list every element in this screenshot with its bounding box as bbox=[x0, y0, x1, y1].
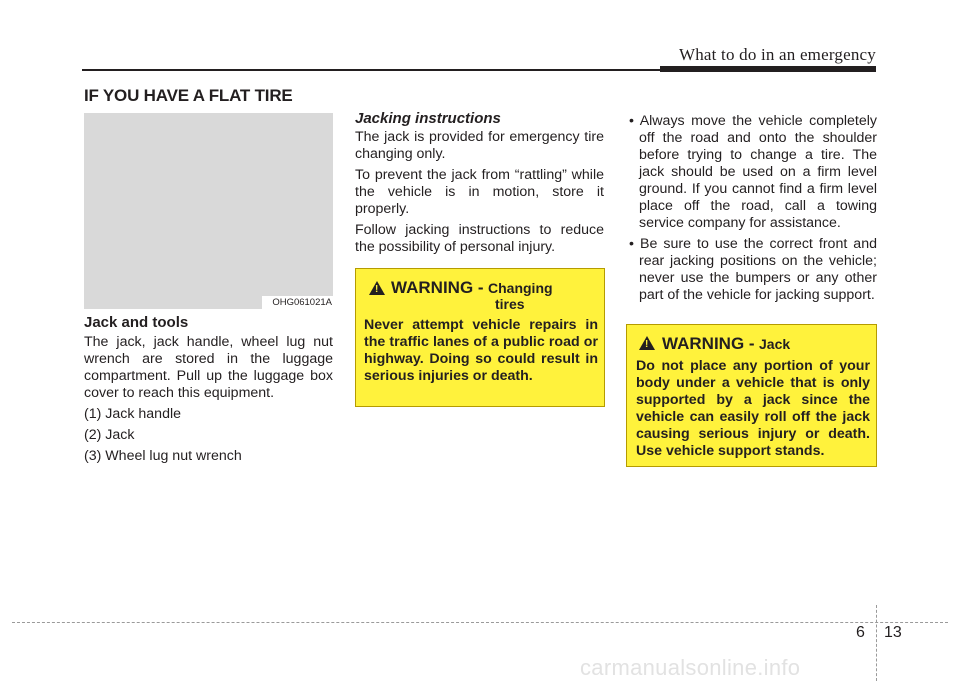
exclamation-icon: ! bbox=[375, 284, 379, 295]
warning-box-jack bbox=[626, 324, 877, 467]
jacking-instructions-section bbox=[355, 110, 604, 260]
bullet-text: Always move the vehicle completely off the road and onto the shoulder before trying to change a tire. The jack should be used on a firm level ground. If you cannot find a firm level place off the road, call a towing service company for assistance. bbox=[639, 113, 877, 231]
warning-title bbox=[662, 334, 790, 354]
warning-subject: Changing bbox=[488, 280, 553, 296]
jacking-paragraph: Follow jacking instructions to reduce the possibility of personal injury. bbox=[355, 222, 604, 255]
figure-caption: OHG061021A bbox=[262, 296, 333, 309]
warning-body: Do not place any portion of your body under a vehicle that is only supported by a jack since the vehicle can easily roll off the jack causing serious injury or death. Use vehicle support stands. bbox=[636, 358, 870, 459]
warning-body: Never attempt vehicle repairs in the traffic lanes of a public road or highway. Doing so could result in serious injuries or death. bbox=[364, 317, 598, 384]
jack-and-tools-section bbox=[84, 314, 333, 469]
tool-item: (1) Jack handle bbox=[84, 406, 181, 422]
site-watermark: carmanualsonline.info bbox=[580, 655, 801, 680]
jacking-paragraph: To prevent the jack from “rattling” while the vehicle is in motion, store it properly. bbox=[355, 167, 604, 217]
footer-divider bbox=[876, 605, 877, 681]
jacking-instructions-heading: Jacking instructions bbox=[355, 110, 501, 127]
header-rule-accent bbox=[660, 66, 876, 72]
exclamation-icon: ! bbox=[645, 339, 649, 350]
bullet-item: • Be sure to use the correct front and rear jacking positions on the vehicle; never use the bumpers or any other part of the vehicle for jacking support. bbox=[629, 236, 877, 303]
footer-rule bbox=[12, 622, 948, 623]
section-title: IF YOU HAVE A FLAT TIRE bbox=[84, 86, 293, 105]
jack-and-tools-paragraph: The jack, jack handle, wheel lug nut wrench are stored in the luggage compartment. Pull up the luggage box cover to reach this equipment. bbox=[84, 334, 333, 401]
tire-change-bullets bbox=[626, 113, 877, 308]
warning-subject-continued: tires bbox=[495, 296, 525, 312]
bullet-item: • Always move the vehicle completely off the road and onto the shoulder before trying to change a tire. The jack should be used on a firm level ground. If you cannot find a firm level place off the road, call a towing service company for assistance. bbox=[629, 113, 877, 231]
warning-box-changing-tires bbox=[355, 268, 605, 407]
jack-and-tools-heading: Jack and tools bbox=[84, 314, 189, 331]
jacking-paragraph: The jack is provided for emergency tire changing only. bbox=[355, 129, 604, 162]
tool-item: (3) Wheel lug nut wrench bbox=[84, 448, 242, 464]
warning-title bbox=[391, 278, 553, 298]
jack-tools-illustration bbox=[84, 113, 333, 309]
warning-subject: Jack bbox=[759, 336, 791, 352]
chapter-header-title: What to do in an emergency bbox=[678, 45, 876, 64]
warning-word: WARNING - bbox=[391, 278, 484, 297]
page-number: 13 bbox=[884, 624, 902, 641]
bullet-text: Be sure to use the correct front and rear jacking positions on the vehicle; never use the bumpers or any other part of the vehicle for jacking support. bbox=[639, 236, 877, 303]
chapter-number: 6 bbox=[856, 624, 865, 641]
tool-item: (2) Jack bbox=[84, 427, 135, 443]
warning-word: WARNING - bbox=[662, 334, 755, 353]
